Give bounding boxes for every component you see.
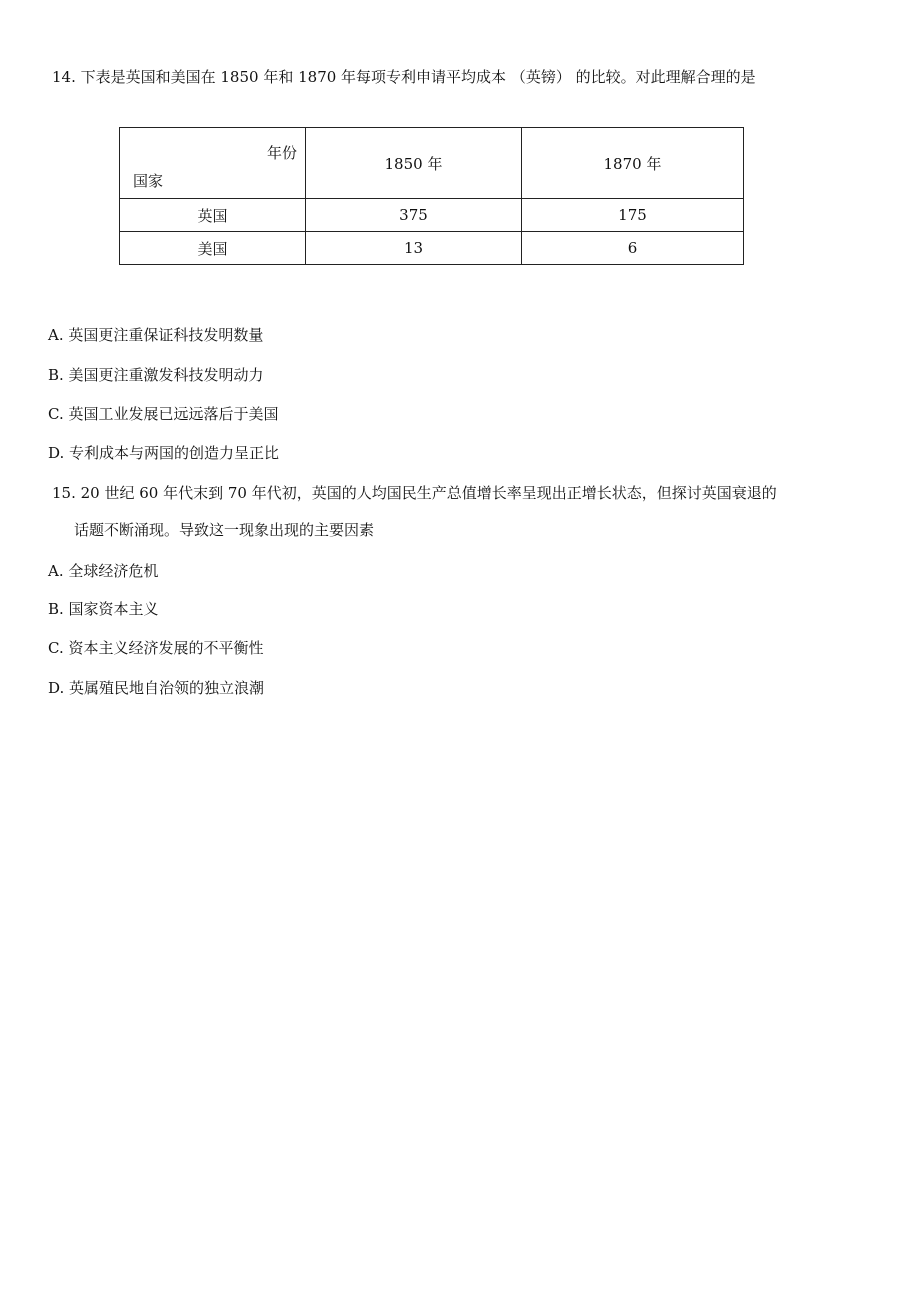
q15-option-a[interactable]: A. 全球经济危机 bbox=[48, 562, 159, 580]
row-value-1850: 375 bbox=[306, 199, 522, 232]
header-1870: 1870 年 bbox=[522, 128, 744, 199]
question-15-stem-line2: 话题不断涌现。导致这一现象出现的主要因素 bbox=[74, 521, 375, 539]
row-value-1870: 175 bbox=[522, 199, 744, 232]
question-14-stem: 14. 下表是英国和美国在 1850 年和 1870 年每项专利申请平均成本 （英镑） 的比较。对此理解合理的是 bbox=[52, 68, 756, 86]
row-country: 美国 bbox=[120, 232, 306, 265]
q15-option-c[interactable]: C. 资本主义经济发展的不平衡性 bbox=[48, 639, 264, 657]
q15-option-b[interactable]: B. 国家资本主义 bbox=[48, 600, 159, 618]
header-year-label: 年份 bbox=[266, 144, 297, 162]
row-value-1850: 13 bbox=[306, 232, 522, 265]
question-15-stem-line1: 15. 20 世纪 60 年代末到 70 年代初，英国的人均国民生产总值增长率呈现出正增长状态，但探讨英国衰退的 bbox=[52, 484, 777, 502]
row-value-1870: 6 bbox=[522, 232, 744, 265]
table-row bbox=[120, 232, 744, 265]
table-row bbox=[120, 199, 744, 232]
table-corner-cell bbox=[120, 128, 306, 199]
row-country: 英国 bbox=[120, 199, 306, 232]
patent-cost-table bbox=[119, 127, 744, 265]
q14-option-b[interactable]: B. 美国更注重激发科技发明动力 bbox=[48, 366, 264, 384]
q14-option-c[interactable]: C. 英国工业发展已远远落后于美国 bbox=[48, 405, 279, 423]
q14-option-d[interactable]: D. 专利成本与两国的创造力呈正比 bbox=[48, 444, 280, 462]
q14-option-a[interactable]: A. 英国更注重保证科技发明数量 bbox=[48, 326, 264, 344]
header-1850: 1850 年 bbox=[306, 128, 522, 199]
header-country-label: 国家 bbox=[133, 172, 164, 190]
table-header-row bbox=[120, 128, 744, 199]
q15-option-d[interactable]: D. 英属殖民地自治领的独立浪潮 bbox=[48, 679, 265, 697]
